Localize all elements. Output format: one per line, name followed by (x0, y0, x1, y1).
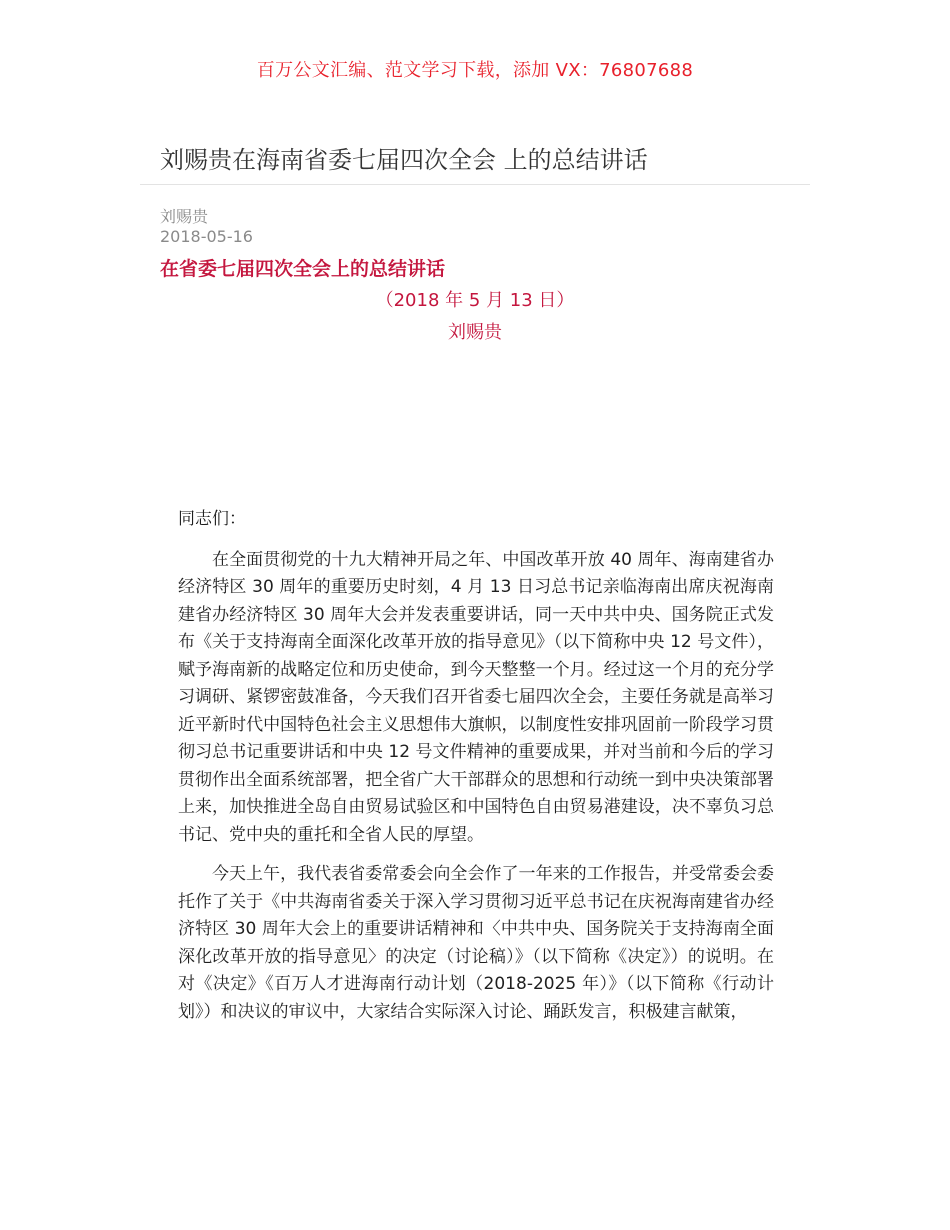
article-title: 刘赐贵在海南省委七届四次全会 上的总结讲话 (160, 146, 648, 174)
article-date: 2018-05-16 (160, 227, 253, 246)
body-paragraph: 今天上午，我代表省委常委会向全会作了一年来的工作报告，并受常委会委托作了关于《中共海南省委关于深入学习贯彻习近平总书记在庆祝海南建省办经济特区 30 周年大会上的重要讲话精神和〈中共中央、国务院关于支持海南全面深化改革开放的指导意见〉的决定（讨论稿）》（以下简称《决定》）的说明。在对《决定》《百万人才进海南行动计划（2018-2025 年）》（以下简称《行动计划》）和决议的审议中，大家结合实际深入讨论、踊跃发言，积极建言献策， (178, 864, 774, 1022)
speech-body (178, 506, 774, 1038)
speech-heading: 在省委七届四次全会上的总结讲话 (160, 258, 446, 280)
speech-date: （2018 年 5 月 13 日） (375, 290, 575, 311)
promo-banner: 百万公文汇编、范文学习下载，添加 VX：76807688 (256, 60, 694, 81)
article-author: 刘赐贵 (160, 207, 209, 226)
body-paragraph: 在全面贯彻党的十九大精神开局之年、中国改革开放 40 周年、海南建省办经济特区 30 周年的重要历史时刻，4 月 13 日习总书记亲临海南出席庆祝海南建省办经济特区 30 周年大会并发表重要讲话，同一天中共中央、国务院正式发布《关于支持海南全面深化改革开放的指导意见》（以下简称中央 12 号文件），赋予海南新的战略定位和历史使命，到今天整整一个月。经过这一个月的充分学习调研、紧锣密鼓准备，今天我们召开省委七届四次全会，主要任务就是高举习近平新时代中国特色社会主义思想伟大旗帜，以制度性安排巩固前一阶段学习贯彻习总书记重要讲话和中央 12 号文件精神的重要成果，并对当前和今后的学习贯彻作出全面系统部署，把全省广大干部群众的思想和行动统一到中央决策部署上来，加快推进全岛自由贸易试验区和中国特色自由贸易港建设，决不辜负习总书记、党中央的重托和全省人民的厚望。 (178, 549, 774, 845)
speech-speaker: 刘赐贵 (448, 322, 502, 343)
salutation: 同志们： (178, 509, 246, 529)
title-divider (140, 184, 810, 185)
